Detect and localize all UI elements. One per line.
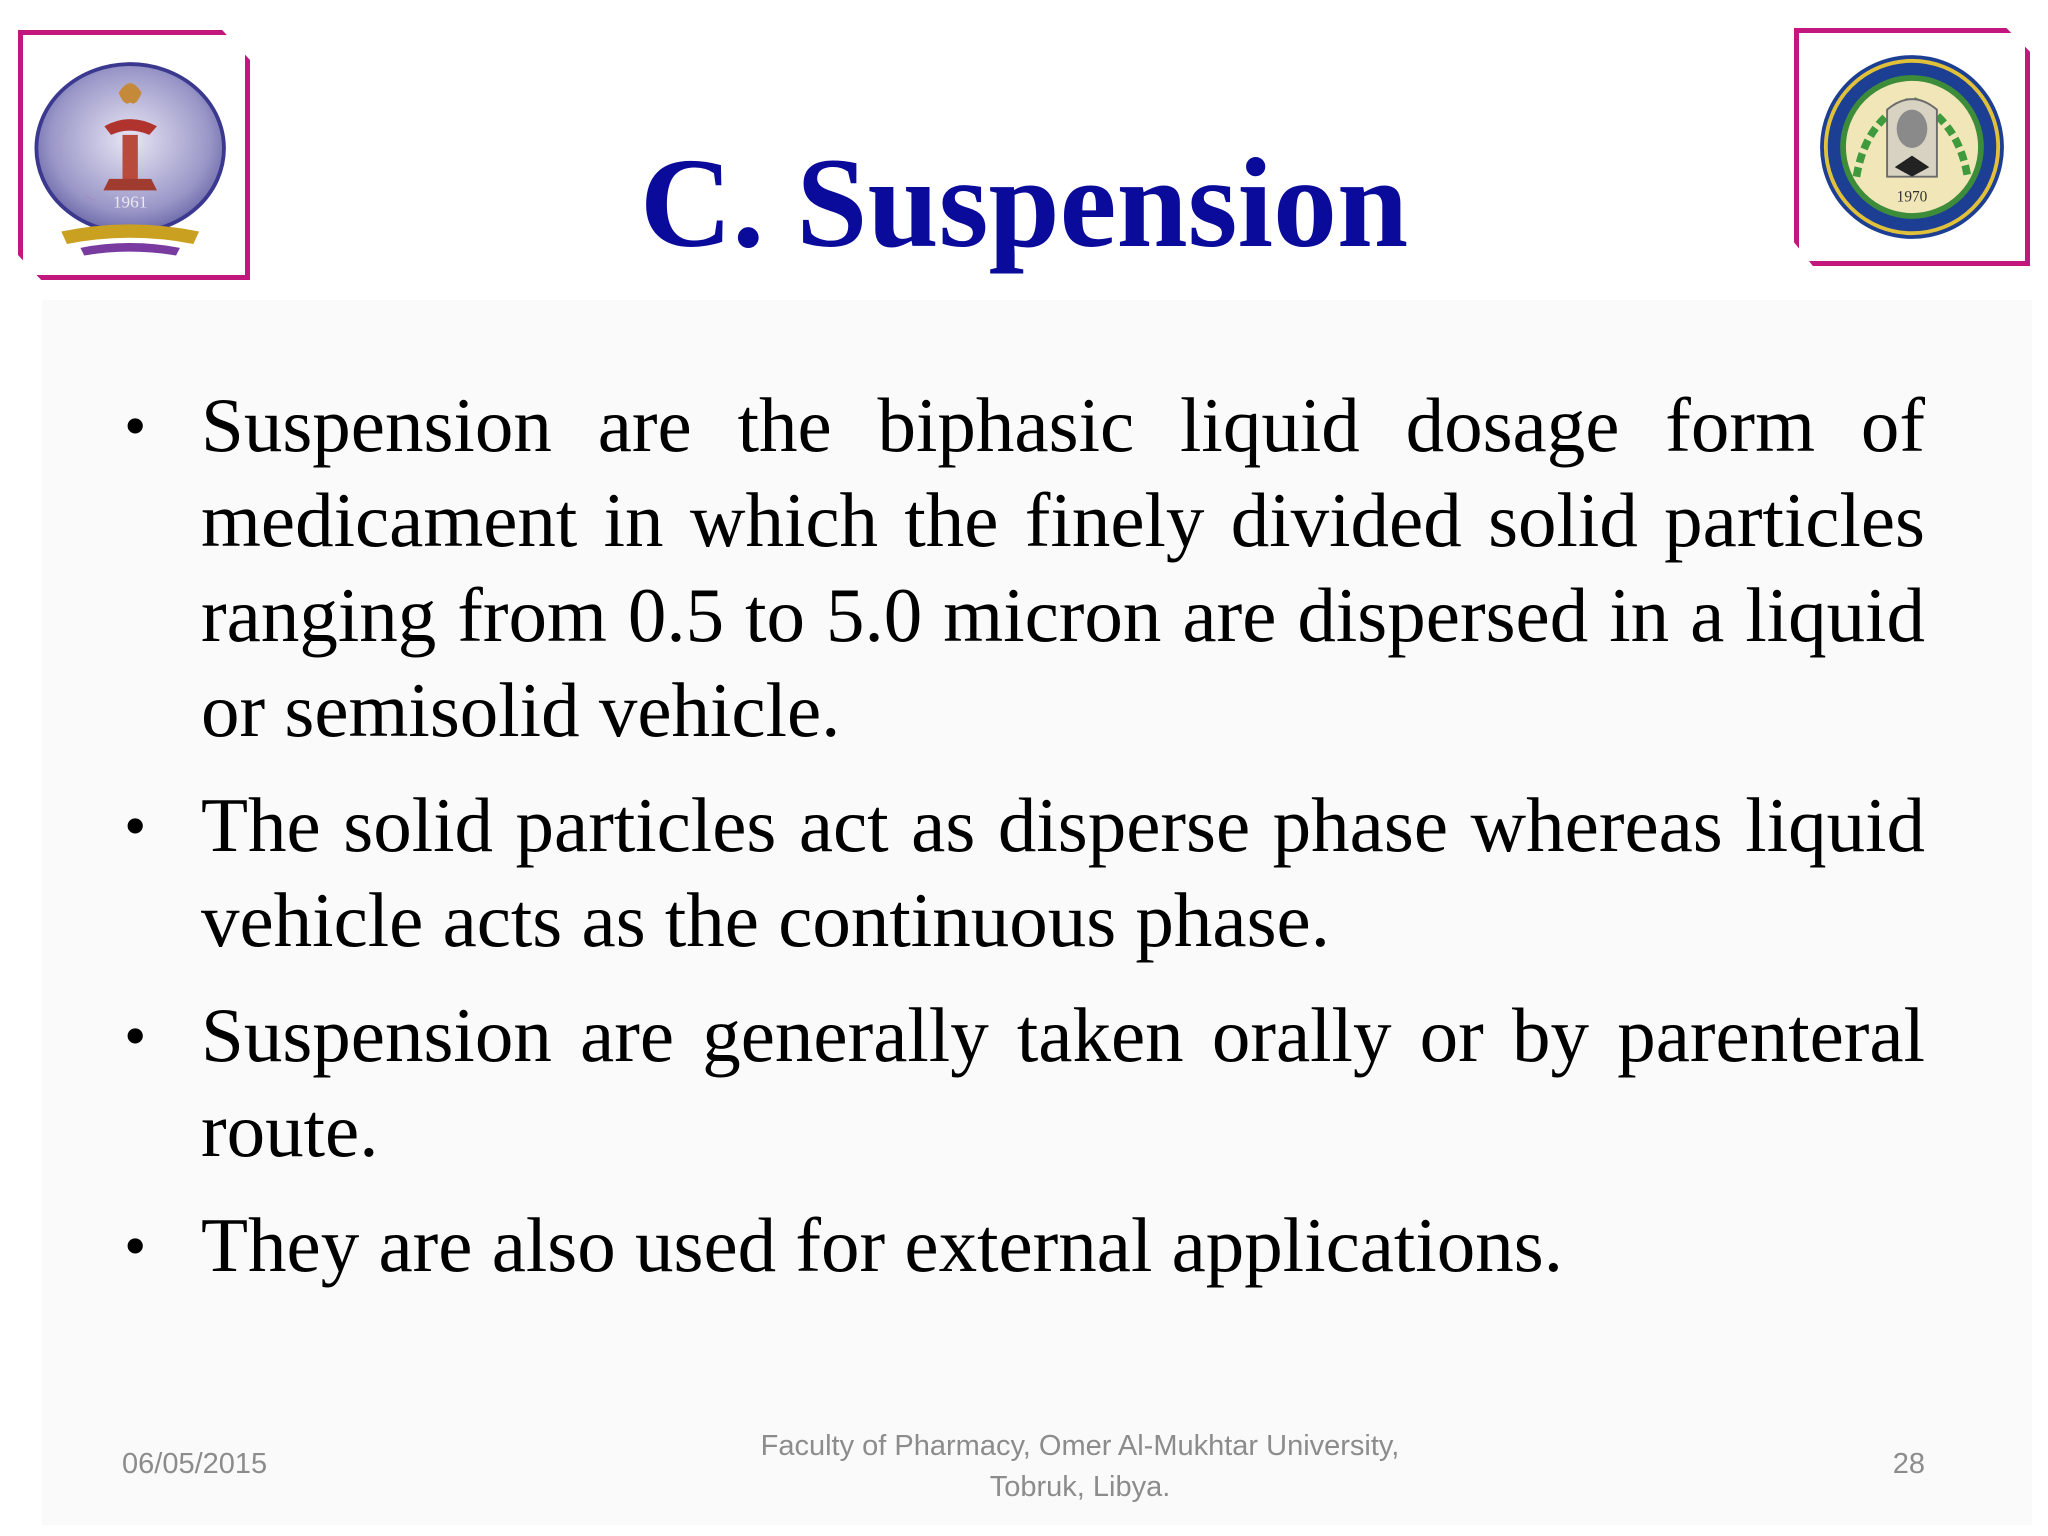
logo-year-1961: 1961 bbox=[112, 192, 148, 212]
footer-date: 06/05/2015 bbox=[122, 1448, 268, 1480]
slide-number: 28 bbox=[1892, 1448, 1925, 1480]
bullet-text: The solid particles act as disperse phase whereas liquid vehicle acts as the continuous phase. bbox=[201, 782, 1925, 963]
slide-title: C. Suspension bbox=[639, 132, 1409, 274]
bullet-item bbox=[120, 988, 1925, 1178]
bullet-text: They are also used for external applications. bbox=[201, 1202, 1563, 1288]
bullet-item bbox=[120, 378, 1925, 758]
bullet-item bbox=[120, 1198, 1925, 1293]
bullet-list bbox=[120, 378, 1925, 1313]
bullet-item bbox=[120, 778, 1925, 968]
bullet-icon: • bbox=[124, 1000, 147, 1071]
logo-year-1970: 1970 bbox=[1896, 188, 1928, 206]
footer-institution bbox=[650, 1426, 1510, 1508]
bullet-text: Suspension are generally taken orally or by parenteral route. bbox=[201, 992, 1925, 1173]
footer-institution-line2: Tobruk, Libya. bbox=[989, 1471, 1171, 1503]
bullet-icon: • bbox=[124, 390, 147, 461]
bullet-text: Suspension are the biphasic liquid dosage form of medicament in which the finely divided solid particles ranging from 0.5 to 5.0 micron are dispersed in a liquid or semisolid vehicle. bbox=[201, 382, 1925, 753]
bullet-icon: • bbox=[124, 1210, 147, 1281]
bullet-icon: • bbox=[124, 790, 147, 861]
footer-institution-line1: Faculty of Pharmacy, Omer Al-Mukhtar University, bbox=[760, 1430, 1400, 1462]
